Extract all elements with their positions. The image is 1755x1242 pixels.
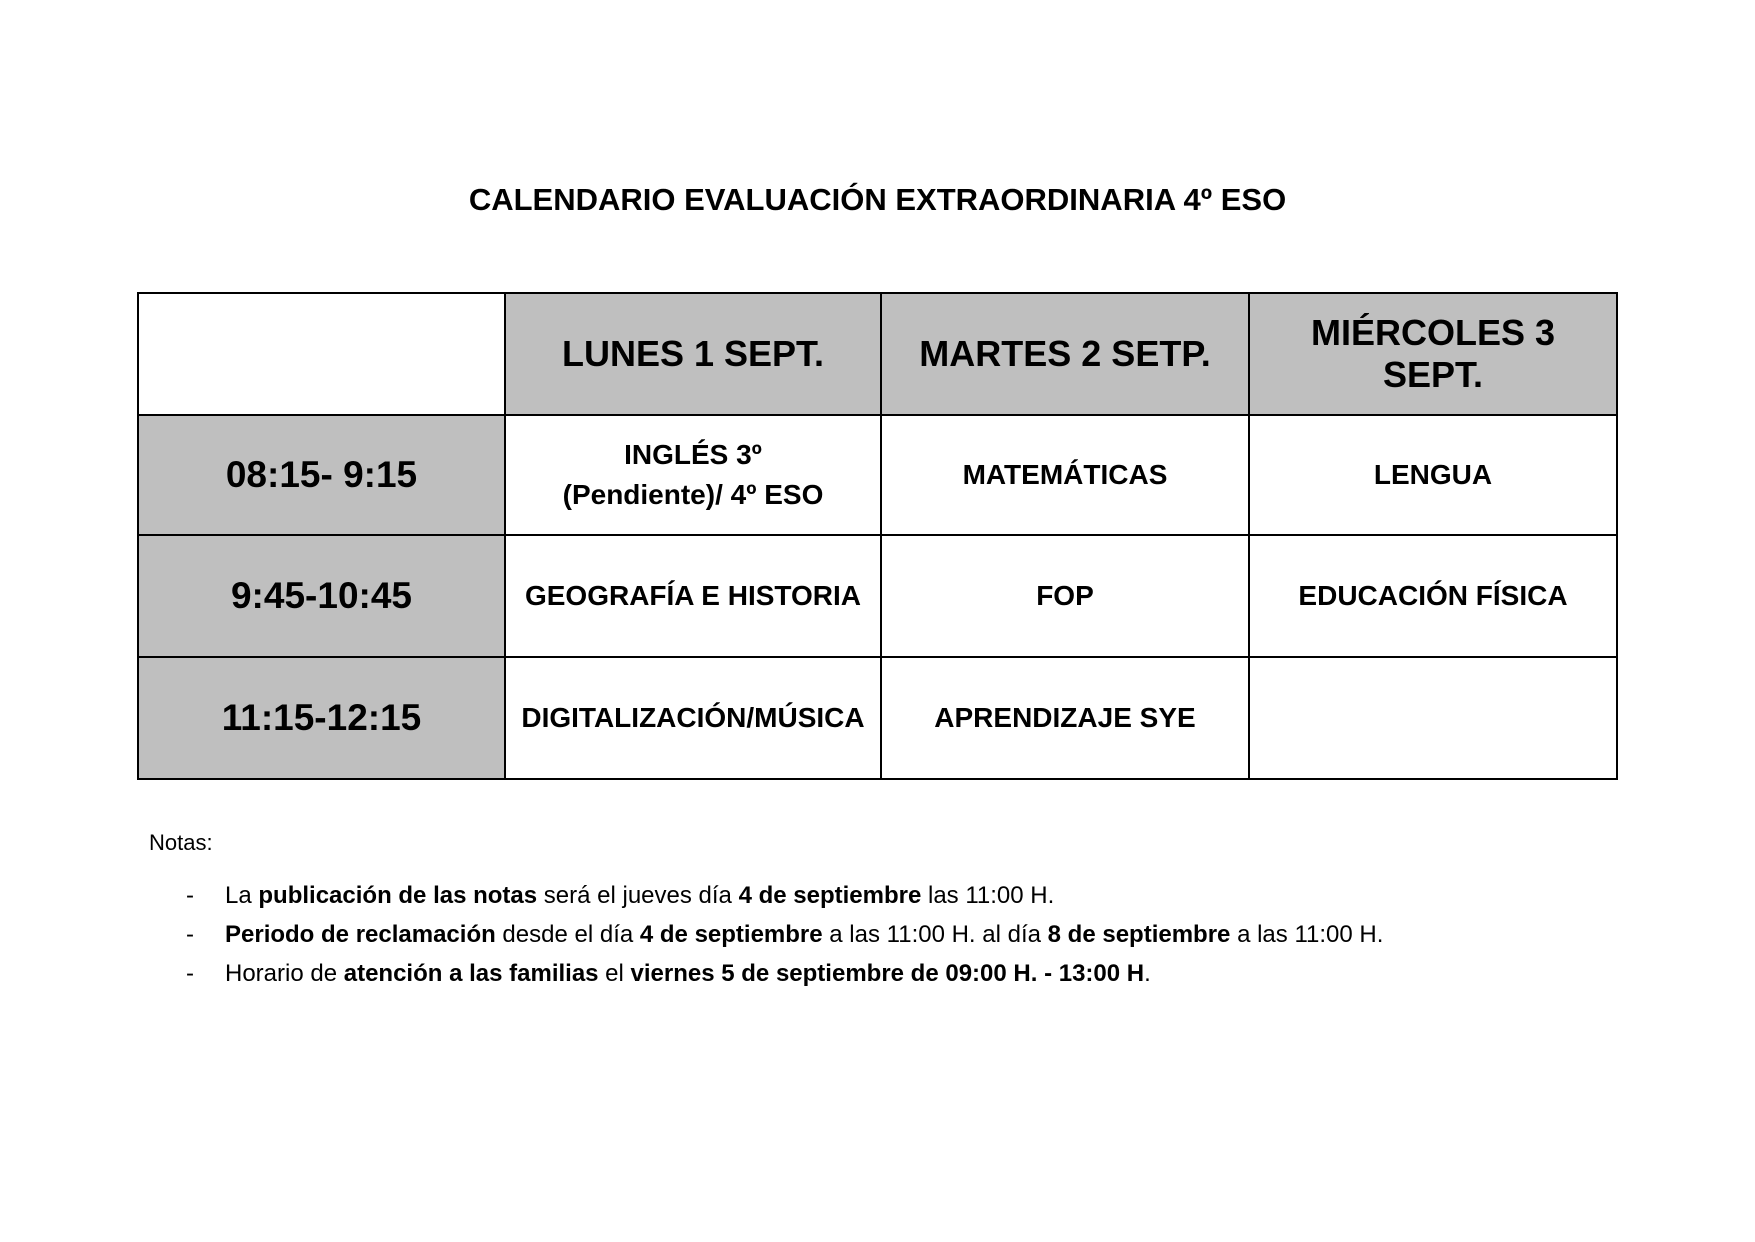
table-header-row: [138, 293, 1617, 415]
page-title: CALENDARIO EVALUACIÓN EXTRAORDINARIA 4º ESO: [468, 182, 1287, 217]
note-bold-text: Periodo de reclamación: [225, 921, 496, 948]
note-bold-text: 8 de septiembre: [1047, 921, 1231, 948]
note-text: será el jueves día: [537, 882, 739, 909]
time-slot-cell: 08:15- 9:15: [138, 415, 505, 535]
notes-list: [180, 880, 1383, 997]
day-header-monday: LUNES 1 SEPT.: [505, 293, 881, 415]
note-bold-text: atención a las familias: [343, 960, 599, 987]
table-row: [138, 535, 1617, 657]
note-bold-text: viernes 5 de septiembre de 09:00 H. - 13:00 H: [630, 960, 1145, 987]
note-text: a las 11:00 H. al día: [822, 921, 1048, 948]
time-slot-cell: 9:45-10:45: [138, 535, 505, 657]
time-slot-cell: 11:15-12:15: [138, 657, 505, 779]
subject-cell: GEOGRAFÍA E HISTORIA: [505, 535, 881, 657]
list-dash: -: [186, 921, 194, 948]
subject-cell: FOP: [881, 535, 1249, 657]
note-text: el: [598, 960, 631, 987]
notes-label: Notas:: [149, 830, 213, 855]
note-item-claims: [180, 919, 1383, 958]
subject-cell: LENGUA: [1249, 415, 1617, 535]
table-row: [138, 415, 1617, 535]
subject-cell: MATEMÁTICAS: [881, 415, 1249, 535]
list-dash: -: [186, 882, 194, 909]
subject-cell: EDUCACIÓN FÍSICA: [1249, 535, 1617, 657]
day-header-tuesday: MARTES 2 SETP.: [881, 293, 1249, 415]
subject-cell: APRENDIZAJE SYE: [881, 657, 1249, 779]
subject-cell: INGLÉS 3º (Pendiente)/ 4º ESO: [505, 415, 881, 535]
note-text: desde el día: [495, 921, 640, 948]
note-text: La: [225, 882, 259, 909]
note-bold-text: 4 de septiembre: [738, 882, 922, 909]
note-text: Horario de: [225, 960, 344, 987]
note-item-family-hours: [180, 958, 1383, 997]
list-dash: -: [186, 960, 194, 987]
note-text: .: [1144, 960, 1151, 987]
note-text: a las 11:00 H.: [1230, 921, 1384, 948]
exam-schedule-table: [137, 292, 1618, 780]
subject-cell-empty: [1249, 657, 1617, 779]
day-header-wednesday: MIÉRCOLES 3 SEPT.: [1249, 293, 1617, 415]
note-bold-text: publicación de las notas: [258, 882, 538, 909]
note-bold-text: 4 de septiembre: [639, 921, 823, 948]
subject-cell: DIGITALIZACIÓN/MÚSICA: [505, 657, 881, 779]
table-corner-cell: [138, 293, 505, 415]
note-text: las 11:00 H.: [921, 882, 1055, 909]
table-row: [138, 657, 1617, 779]
note-item-publication: [180, 880, 1383, 919]
